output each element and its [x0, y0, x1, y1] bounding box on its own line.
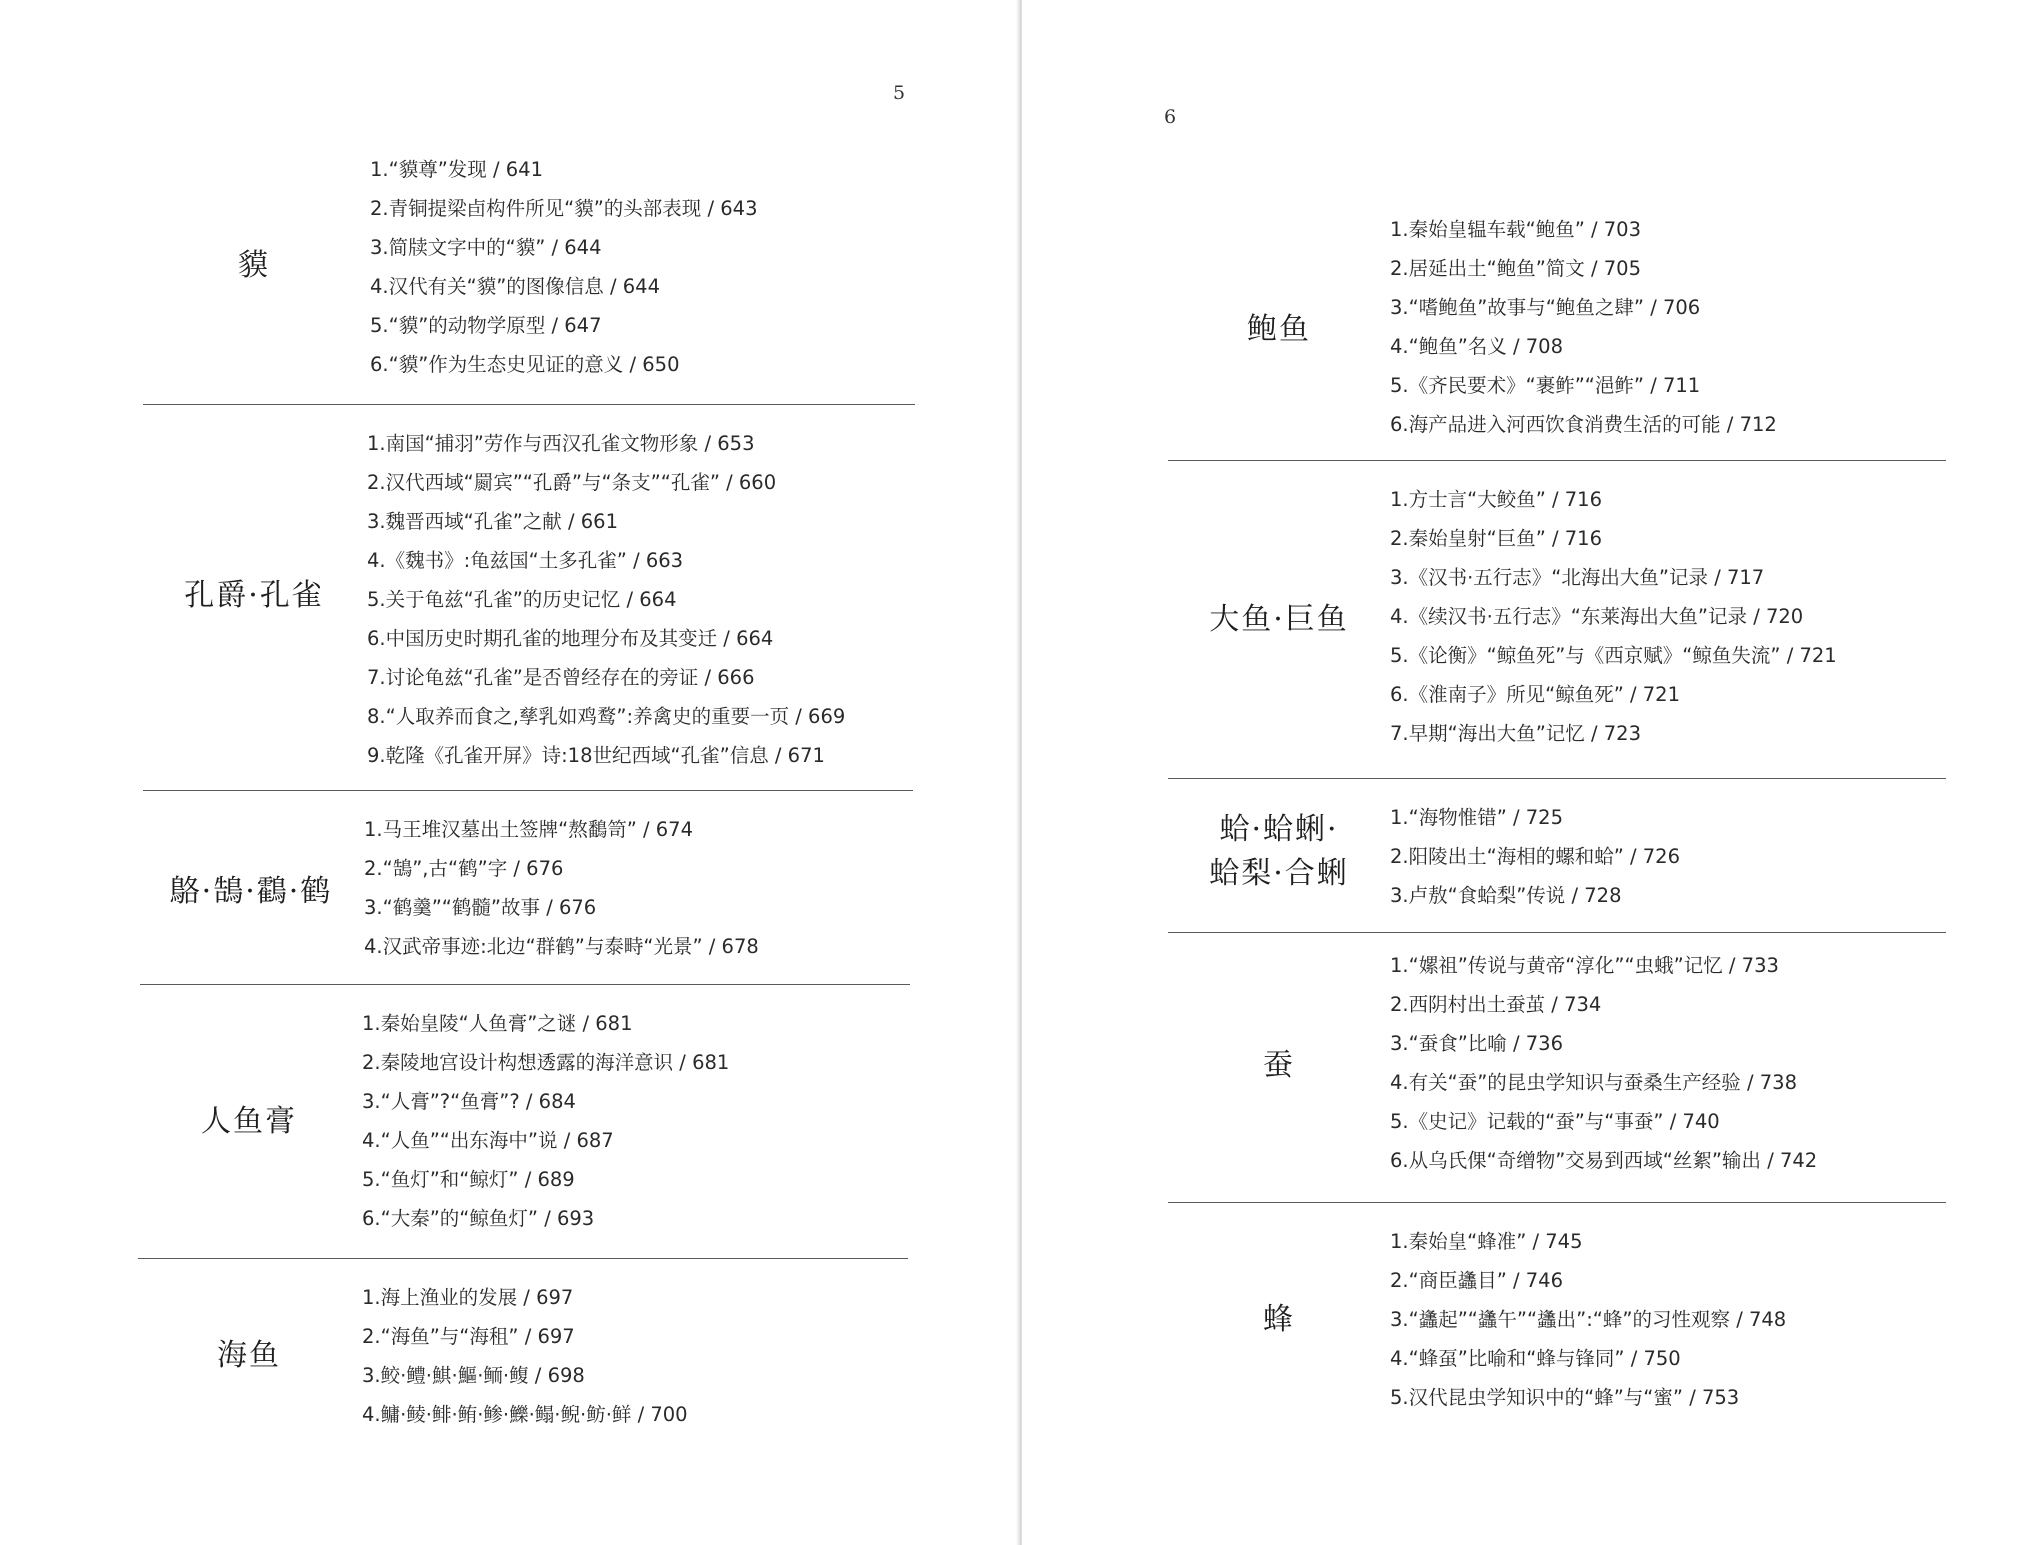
page-number: 6 — [1164, 106, 1177, 128]
toc-entry[interactable]: 1.南国“捕羽”劳作与西汉孔雀文物形象 / 653 — [367, 432, 755, 455]
toc-entry[interactable]: 4.《续汉书·五行志》“东莱海出大鱼”记录 / 720 — [1390, 605, 1804, 628]
toc-entry[interactable]: 7.早期“海出大鱼”记忆 / 723 — [1390, 722, 1641, 745]
right-page — [1022, 0, 2038, 1545]
toc-entry[interactable]: 6.海产品进入河西饮食消费生活的可能 / 712 — [1390, 413, 1777, 436]
toc-entry[interactable]: 8.“人取养而食之,孳乳如鸡鹜”:养禽史的重要一页 / 669 — [367, 705, 846, 728]
toc-entry[interactable]: 2.汉代西域“罽宾”“孔爵”与“条支”“孔雀” / 660 — [367, 471, 777, 494]
entry-list — [362, 1004, 729, 1238]
toc-entry[interactable]: 6.中国历史时期孔雀的地理分布及其变迁 / 664 — [367, 627, 774, 650]
toc-entry[interactable]: 2.青铜提梁卣构件所见“貘”的头部表现 / 643 — [370, 197, 758, 220]
entry-list — [1390, 1222, 1786, 1417]
toc-section — [1168, 460, 1946, 779]
section-title — [1168, 808, 1390, 896]
toc-entry[interactable]: 3.“人膏”?“鱼膏”? / 684 — [362, 1090, 576, 1113]
toc-section — [1168, 208, 1946, 461]
toc-entry[interactable]: 5.《齐民要术》“裹鲊”“浥鲊” / 711 — [1390, 374, 1701, 397]
entry-list — [1390, 798, 1680, 915]
toc-entry[interactable]: 5.汉代昆虫学知识中的“蜂”与“蜜” / 753 — [1390, 1386, 1740, 1409]
toc-section — [140, 790, 910, 985]
section-title: 蚕 — [1263, 1048, 1295, 1083]
section-title: 蜂 — [1263, 1302, 1295, 1337]
toc-entry[interactable]: 2.秦始皇射“巨鱼” / 716 — [1390, 527, 1602, 550]
toc-entry[interactable]: 1.“嫘祖”传说与黄帝“淳化”“虫蛾”记忆 / 733 — [1390, 954, 1779, 977]
section-title: 海鱼 — [217, 1338, 281, 1373]
entry-list — [1390, 480, 1837, 753]
entry-list — [1390, 946, 1817, 1180]
toc-entry[interactable]: 4.“蜂虿”比喻和“蜂与锋同” / 750 — [1390, 1347, 1681, 1370]
toc-entry[interactable]: 6.“貘”作为生态史见证的意义 / 650 — [370, 353, 680, 376]
toc-entry[interactable]: 6.从乌氏倮“奇缯物”交易到西域“丝絮”输出 / 742 — [1390, 1149, 1818, 1172]
toc-entry[interactable]: 1.海上渔业的发展 / 697 — [362, 1286, 574, 1309]
toc-entry[interactable]: 2.“海鱼”与“海租” / 697 — [362, 1325, 575, 1348]
toc-entry[interactable]: 4.“鲍鱼”名义 / 708 — [1390, 335, 1563, 358]
toc-entry[interactable]: 3.鲛·鳢·鯕·鰸·鲕·鳆 / 698 — [362, 1364, 585, 1387]
left-page — [0, 0, 1018, 1545]
toc-entry[interactable]: 1.“貘尊”发现 / 641 — [370, 158, 543, 181]
section-title: 鴼·鵠·鸖·鹤 — [169, 874, 333, 909]
section-title-line: 蛤·蛤蜊· — [1219, 812, 1339, 847]
entry-list — [362, 1278, 688, 1434]
entry-list — [1390, 210, 1777, 444]
toc-section — [1168, 1202, 1946, 1428]
section-title: 鲍鱼 — [1247, 312, 1311, 347]
toc-section — [1168, 778, 1946, 933]
toc-entry[interactable]: 4.汉代有关“貘”的图像信息 / 644 — [370, 275, 660, 298]
toc-entry[interactable]: 2.居延出土“鲍鱼”简文 / 705 — [1390, 257, 1641, 280]
toc-entry[interactable]: 4.《魏书》:龟兹国“土多孔雀” / 663 — [367, 549, 684, 572]
toc-section — [138, 984, 908, 1259]
toc-entry[interactable]: 2.“商臣蠭目” / 746 — [1390, 1269, 1563, 1292]
toc-entry[interactable]: 3.“鹤羹”“鹤髓”故事 / 676 — [364, 896, 597, 919]
toc-entry[interactable]: 4.“人鱼”“出东海中”说 / 687 — [362, 1129, 614, 1152]
toc-section — [143, 150, 915, 405]
toc-entry[interactable]: 3.简牍文字中的“貘” / 644 — [370, 236, 602, 259]
entry-list — [367, 424, 845, 775]
toc-entry[interactable]: 4.鳙·鲮·鲱·鲔·鲹·鱳·鳎·鲵·鲂·鲜 / 700 — [362, 1403, 688, 1426]
toc-entry[interactable]: 6.“大秦”的“鲸鱼灯” / 693 — [362, 1207, 595, 1230]
section-title: 孔爵·孔雀 — [184, 578, 324, 613]
entry-list — [370, 150, 758, 384]
toc-entry[interactable]: 5.《史记》记载的“蚕”与“事蚕” / 740 — [1390, 1110, 1720, 1133]
page-number: 5 — [893, 82, 906, 104]
toc-entry[interactable]: 3.“嗜鲍鱼”故事与“鲍鱼之肆” / 706 — [1390, 296, 1701, 319]
entry-list — [364, 810, 759, 966]
toc-entry[interactable]: 2.秦陵地宫设计构想透露的海洋意识 / 681 — [362, 1051, 730, 1074]
toc-entry[interactable]: 1.“海物惟错” / 725 — [1390, 806, 1563, 829]
toc-entry[interactable]: 5.“鱼灯”和“鲸灯” / 689 — [362, 1168, 575, 1191]
toc-entry[interactable]: 5.关于龟兹“孔雀”的历史记忆 / 664 — [367, 588, 677, 611]
toc-entry[interactable]: 4.汉武帝事迹:北边“群鹤”与泰畤“光景” / 678 — [364, 935, 759, 958]
toc-entry[interactable]: 3.“蠭起”“蠭午”“蠭出”:“蜂”的习性观察 / 748 — [1390, 1308, 1787, 1331]
toc-entry[interactable]: 1.秦始皇“蜂准” / 745 — [1390, 1230, 1583, 1253]
section-title-line: 蛤梨·合蜊 — [1209, 856, 1349, 891]
toc-entry[interactable]: 2.阳陵出土“海相的螺和蛤” / 726 — [1390, 845, 1680, 868]
section-title: 大鱼·巨鱼 — [1209, 602, 1349, 637]
toc-section — [1168, 932, 1946, 1203]
toc-entry[interactable]: 3.魏晋西域“孔雀”之献 / 661 — [367, 510, 618, 533]
toc-entry[interactable]: 6.《淮南子》所见“鲸鱼死” / 721 — [1390, 683, 1680, 706]
toc-entry[interactable]: 5.“貘”的动物学原型 / 647 — [370, 314, 602, 337]
toc-entry[interactable]: 1.秦始皇陵“人鱼膏”之谜 / 681 — [362, 1012, 633, 1035]
toc-entry[interactable]: 3.卢敖“食蛤梨”传说 / 728 — [1390, 884, 1622, 907]
toc-entry[interactable]: 1.秦始皇辒车载“鲍鱼” / 703 — [1390, 218, 1641, 241]
toc-entry[interactable]: 2.“鵠”,古“鹤”字 / 676 — [364, 857, 564, 880]
section-title: 人鱼膏 — [201, 1104, 297, 1139]
toc-section — [138, 1258, 908, 1438]
toc-section — [143, 404, 913, 791]
toc-entry[interactable]: 9.乾隆《孔雀开屏》诗:18世纪西域“孔雀”信息 / 671 — [367, 744, 825, 767]
toc-entry[interactable]: 3.《汉书·五行志》“北海出大鱼”记录 / 717 — [1390, 566, 1765, 589]
toc-entry[interactable]: 2.西阴村出土蚕茧 / 734 — [1390, 993, 1602, 1016]
toc-entry[interactable]: 1.方士言“大鲛鱼” / 716 — [1390, 488, 1602, 511]
toc-entry[interactable]: 4.有关“蚕”的昆虫学知识与蚕桑生产经验 / 738 — [1390, 1071, 1797, 1094]
toc-entry[interactable]: 5.《论衡》“鲸鱼死”与《西京赋》“鲸鱼失流” / 721 — [1390, 644, 1837, 667]
section-title: 貘 — [238, 248, 270, 283]
toc-entry[interactable]: 7.讨论龟兹“孔雀”是否曾经存在的旁证 / 666 — [367, 666, 755, 689]
toc-entry[interactable]: 3.“蚕食”比喻 / 736 — [1390, 1032, 1563, 1055]
toc-entry[interactable]: 1.马王堆汉墓出土签牌“熬鷭笥” / 674 — [364, 818, 693, 841]
